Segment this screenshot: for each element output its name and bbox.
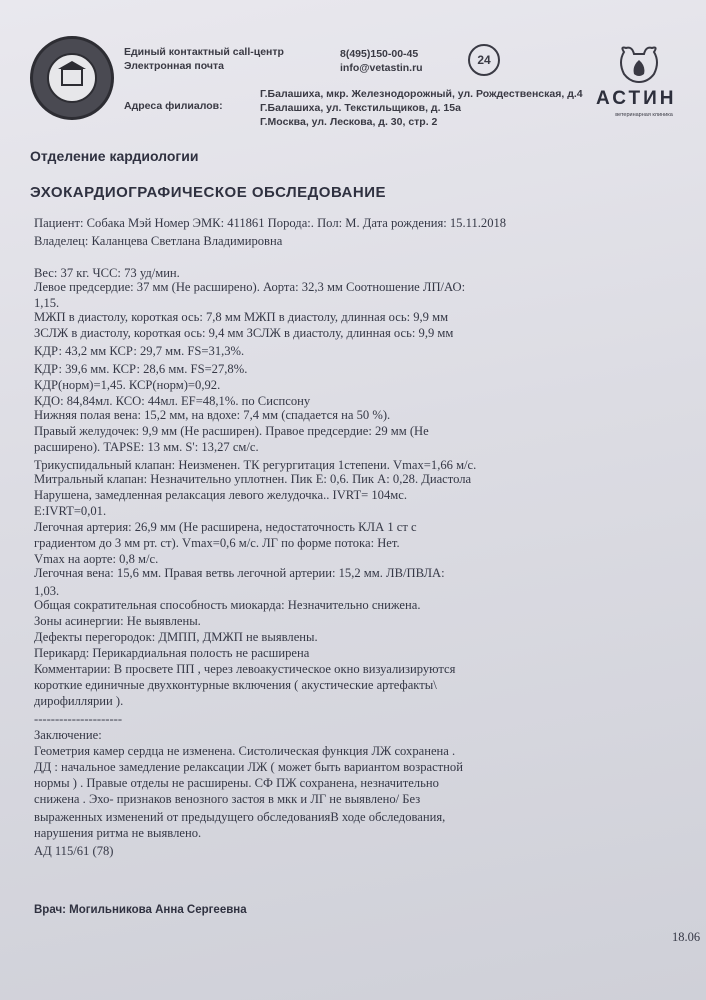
branch-address-1: Г.Балашиха, мкр. Железнодорожный, ул. Рождественская, д.4 bbox=[260, 88, 583, 100]
brand-name: АСТИН bbox=[596, 88, 677, 109]
report-line: ДД : начальное замедление релаксации ЛЖ ( может быть вариантом возрастной bbox=[34, 760, 463, 774]
report-line: КДР(норм)=1,45. КСР(норм)=0,92. bbox=[34, 378, 221, 392]
report-line: Владелец: Каланцева Светлана Владимировна bbox=[34, 234, 283, 248]
report-line: Нижняя полая вена: 15,2 мм, на вдохе: 7,4 мм (спадается на 50 %). bbox=[34, 408, 391, 422]
doctor-signature: Врач: Могильникова Анна Сергеевна bbox=[34, 904, 247, 916]
email-label: Электронная почта bbox=[124, 60, 224, 72]
report-line: Вес: 37 кг. ЧСС: 73 уд/мин. bbox=[34, 266, 180, 280]
report-line: АД 115/61 (78) bbox=[34, 844, 114, 858]
astin-logo-icon bbox=[616, 46, 662, 84]
report-title: ЭХОКАРДИОГРАФИЧЕСКОЕ ОБСЛЕДОВАНИЕ bbox=[30, 184, 386, 201]
report-line: E:IVRT=0,01. bbox=[34, 504, 107, 518]
report-line: МЖП в диастолу, короткая ось: 7,8 мм МЖП в диастолу, длинная ось: 9,9 мм bbox=[34, 310, 449, 324]
report-line: расширено). TAPSE: 13 мм. S': 13,27 см/с. bbox=[34, 440, 259, 454]
report-line: ЗСЛЖ в диастолу, короткая ось: 9,4 мм ЗСЛЖ в диастолу, длинная ось: 9,9 мм bbox=[34, 326, 454, 340]
report-line: Пациент: Собака Мэй Номер ЭМК: 411861 Порода:. Пол: М. Дата рождения: 15.11.2018 bbox=[34, 216, 507, 230]
report-line: градиентом до 3 мм рт. ст). Vmax=0,6 м/с. ЛГ по форме потока: Нет. bbox=[34, 536, 400, 550]
report-line: Трикуспидальный клапан: Неизменен. ТК регургитация 1степени. Vmax=1,66 м/с. bbox=[34, 458, 477, 472]
report-date: 18.06 bbox=[672, 930, 701, 944]
report-line: Комментарии: В просвете ПП , через левоакустическое окно визуализируются bbox=[34, 662, 456, 676]
report-line: нарушения ритма не выявлено. bbox=[34, 826, 202, 840]
24-hours-badge: 24 bbox=[468, 44, 500, 76]
report-line: Правый желудочек: 9,9 мм (Не расширен). Правое предсердие: 29 мм (Не bbox=[34, 424, 429, 438]
report-line: КДР: 43,2 мм КСР: 29,7 мм. FS=31,3%. bbox=[34, 344, 245, 358]
clinic-seal-logo bbox=[30, 36, 114, 120]
contact-center-label: Единый контактный call-центр bbox=[124, 46, 284, 58]
report-line: Зоны асинергии: Не выявлены. bbox=[34, 614, 201, 628]
report-line: снижена . Эхо- признаков венозного застоя в мкк и ЛГ не выявлено/ Без bbox=[34, 792, 421, 806]
report-line: 1,03. bbox=[34, 584, 60, 598]
branches-label: Адреса филиалов: bbox=[124, 100, 223, 112]
report-line: Общая сократительная способность миокарда: Незначительно снижена. bbox=[34, 598, 421, 612]
report-line: Vmax на аорте: 0,8 м/с. bbox=[34, 552, 159, 566]
report-line: Нарушена, замедленная релаксация левого желудочка.. IVRT= 104мс. bbox=[34, 488, 407, 502]
phone-number: 8(495)150-00-45 bbox=[340, 48, 419, 60]
report-line: Дефекты перегородок: ДМПП, ДМЖП не выявлены. bbox=[34, 630, 318, 644]
report-line: Перикард: Перикардиальная полость не расширена bbox=[34, 646, 310, 660]
branch-address-2: Г.Балашиха, ул. Текстильщиков, д. 15а bbox=[260, 102, 461, 114]
report-line: 1,15. bbox=[34, 296, 60, 310]
report-line: Митральный клапан: Незначительно уплотнен. Пик Е: 0,6. Пик А: 0,28. Диастола bbox=[34, 472, 472, 486]
report-line: КДО: 84,84мл. КСО: 44мл. EF=48,1%. по Сиспсону bbox=[34, 394, 311, 408]
brand-subtitle: ветеринарная клиника bbox=[615, 112, 673, 118]
report-line: короткие единичные двухконтурные включения ( акустические артефакты\ bbox=[34, 678, 437, 692]
report-line: КДР: 39,6 мм. КСР: 28,6 мм. FS=27,8%. bbox=[34, 362, 248, 376]
report-line: Легочная артерия: 26,9 мм (Не расширена, недостаточность КЛА 1 ст с bbox=[34, 520, 417, 534]
branch-address-3: Г.Москва, ул. Лескова, д. 30, стр. 2 bbox=[260, 116, 438, 128]
report-line: нормы ) . Правые отделы не расширены. СФ ПЖ сохранена, незначительно bbox=[34, 776, 439, 790]
report-line: дирофиллярии ). bbox=[34, 694, 124, 708]
report-line: Заключение: bbox=[34, 728, 102, 742]
email-address: info@vetastin.ru bbox=[340, 62, 423, 74]
report-line: --------------------- bbox=[34, 712, 123, 726]
report-line: Геометрия камер сердца не изменена. Систолическая функция ЛЖ сохранена . bbox=[34, 744, 456, 758]
report-line: выраженных изменений от предыдущего обследованияВ ходе обследования, bbox=[34, 810, 446, 824]
report-line: Левое предсердие: 37 мм (Не расширено). Аорта: 32,3 мм Соотношение ЛП/АО: bbox=[34, 280, 466, 294]
report-line: Легочная вена: 15,6 мм. Правая ветвь легочной артерии: 15,2 мм. ЛВ/ПВЛА: bbox=[34, 566, 445, 580]
department-title: Отделение кардиологии bbox=[30, 148, 199, 164]
